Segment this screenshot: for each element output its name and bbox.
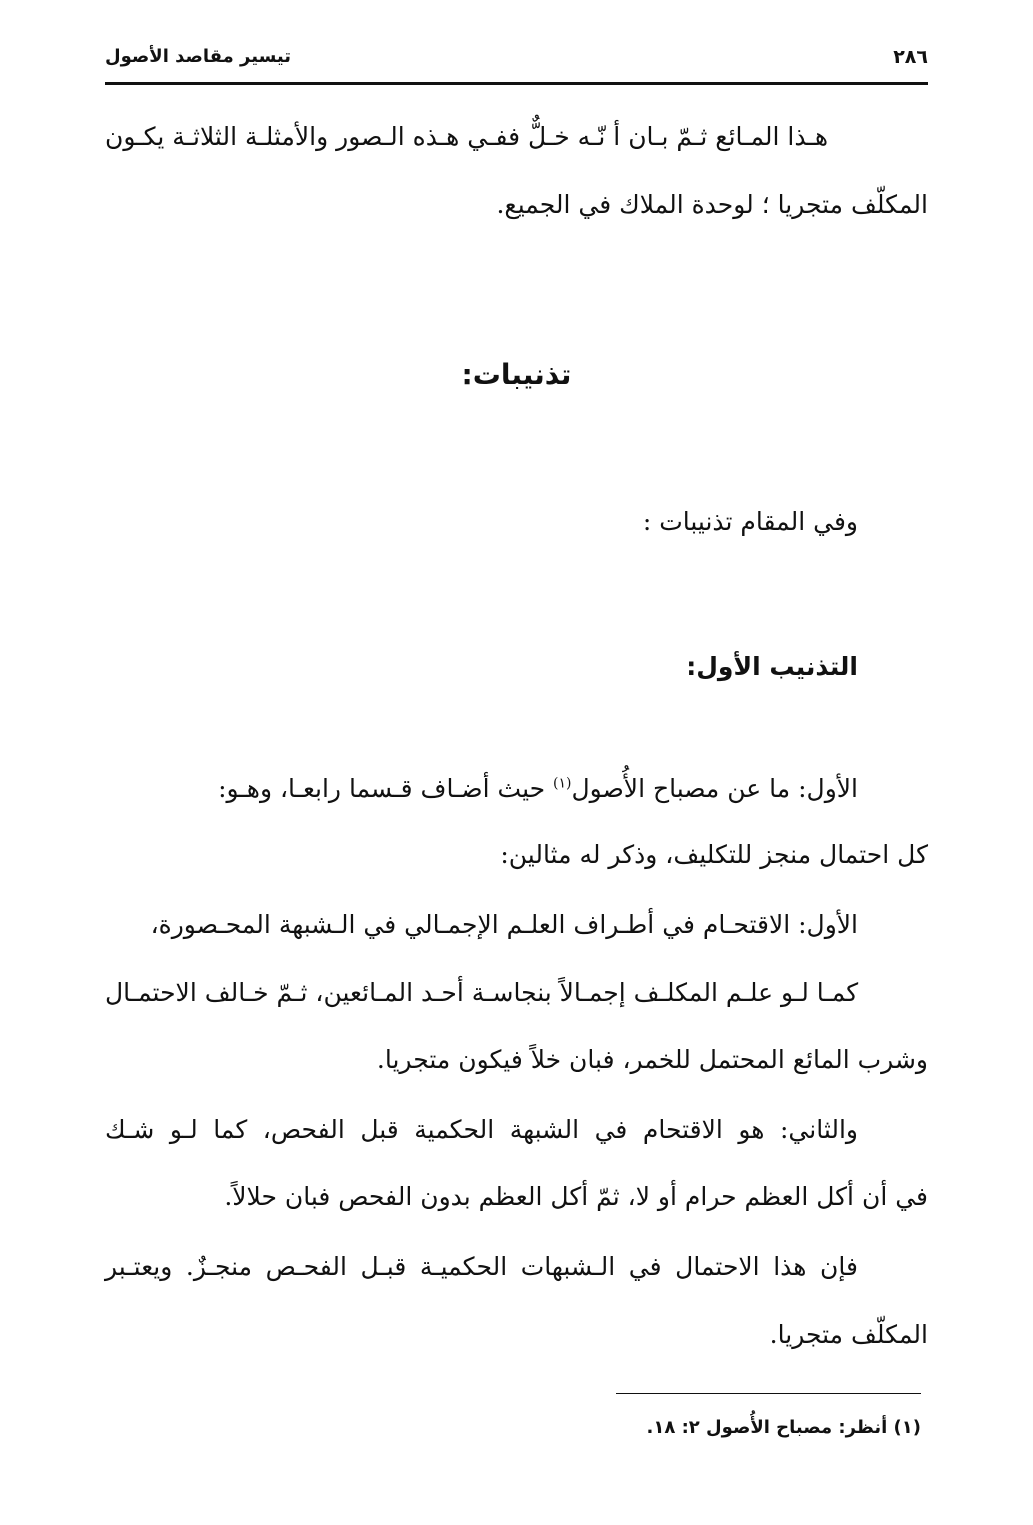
paragraph-3-line-1: والثاني: هو الاقتحام في الشبهة الحكمية قبل الفحص، كما لـو شـك: [105, 1115, 858, 1144]
paragraph-4-line-1: فإن هذا الاحتمال في الـشبهات الحكميـة قبـل الفحـص منجـزٌ. ويعتـبر: [105, 1252, 858, 1281]
paragraph-1-text-b: حيث أضـاف قـسما رابعـا، وهـو:: [218, 774, 554, 803]
paragraph-2-line-2: كمـا لـو علـم المكلـف إجمـالاً بنجاسـة أحـد المـائعين، ثـمّ خـالف الاحتمـال: [105, 978, 859, 1007]
intro-line-2: المكلّف متجريا ؛ لوحدة الملاك في الجميع.: [496, 190, 928, 219]
paragraph-2-line-1: الأول: الاقتحـام في أطـراف العلـم الإجمـالي في الـشبهة المحـصورة،: [150, 910, 858, 939]
paragraph-4-line-2: المكلّف متجريا.: [769, 1320, 928, 1349]
paragraph-1-text-a: الأول: ما عن مصباح الأُصول: [571, 774, 858, 803]
paragraph-2-line-3: وشرب المائع المحتمل للخمر، فبان خلاً فيكون متجريا.: [376, 1045, 928, 1074]
section-intro: وفي المقام تذنيبات :: [642, 507, 858, 536]
page-header: [105, 40, 928, 82]
page-number: ٢٨٦: [893, 46, 928, 68]
footnote: (١) أنظر: مصباح الأُصول ٢: ١٨.: [646, 1417, 921, 1438]
intro-line-1: هـذا المـائع ثـمّ بـان أ نّـه خـلٌّ ففـي هـذه الـصور والأمثلـة الثلاثـة يكـون: [105, 122, 829, 151]
footnote-reference-mark[interactable]: (١): [553, 775, 572, 792]
paragraph-3-line-2: في أن أكل العظم حرام أو لا، ثمّ أكل العظم بدون الفحص فبان حلالاً.: [224, 1182, 928, 1211]
section-heading: تذنيبات:: [461, 358, 572, 391]
paragraph-1-line-2: كل احتمال منجز للتكليف، وذكر له مثالين:: [500, 840, 928, 869]
header-rule: [105, 82, 928, 85]
paragraph-1-line-1: [218, 774, 858, 803]
running-title: تيسير مقاصد الأصول: [105, 46, 292, 67]
first-subheading: التذنيب الأول:: [686, 652, 858, 681]
footnote-separator: [616, 1393, 921, 1394]
